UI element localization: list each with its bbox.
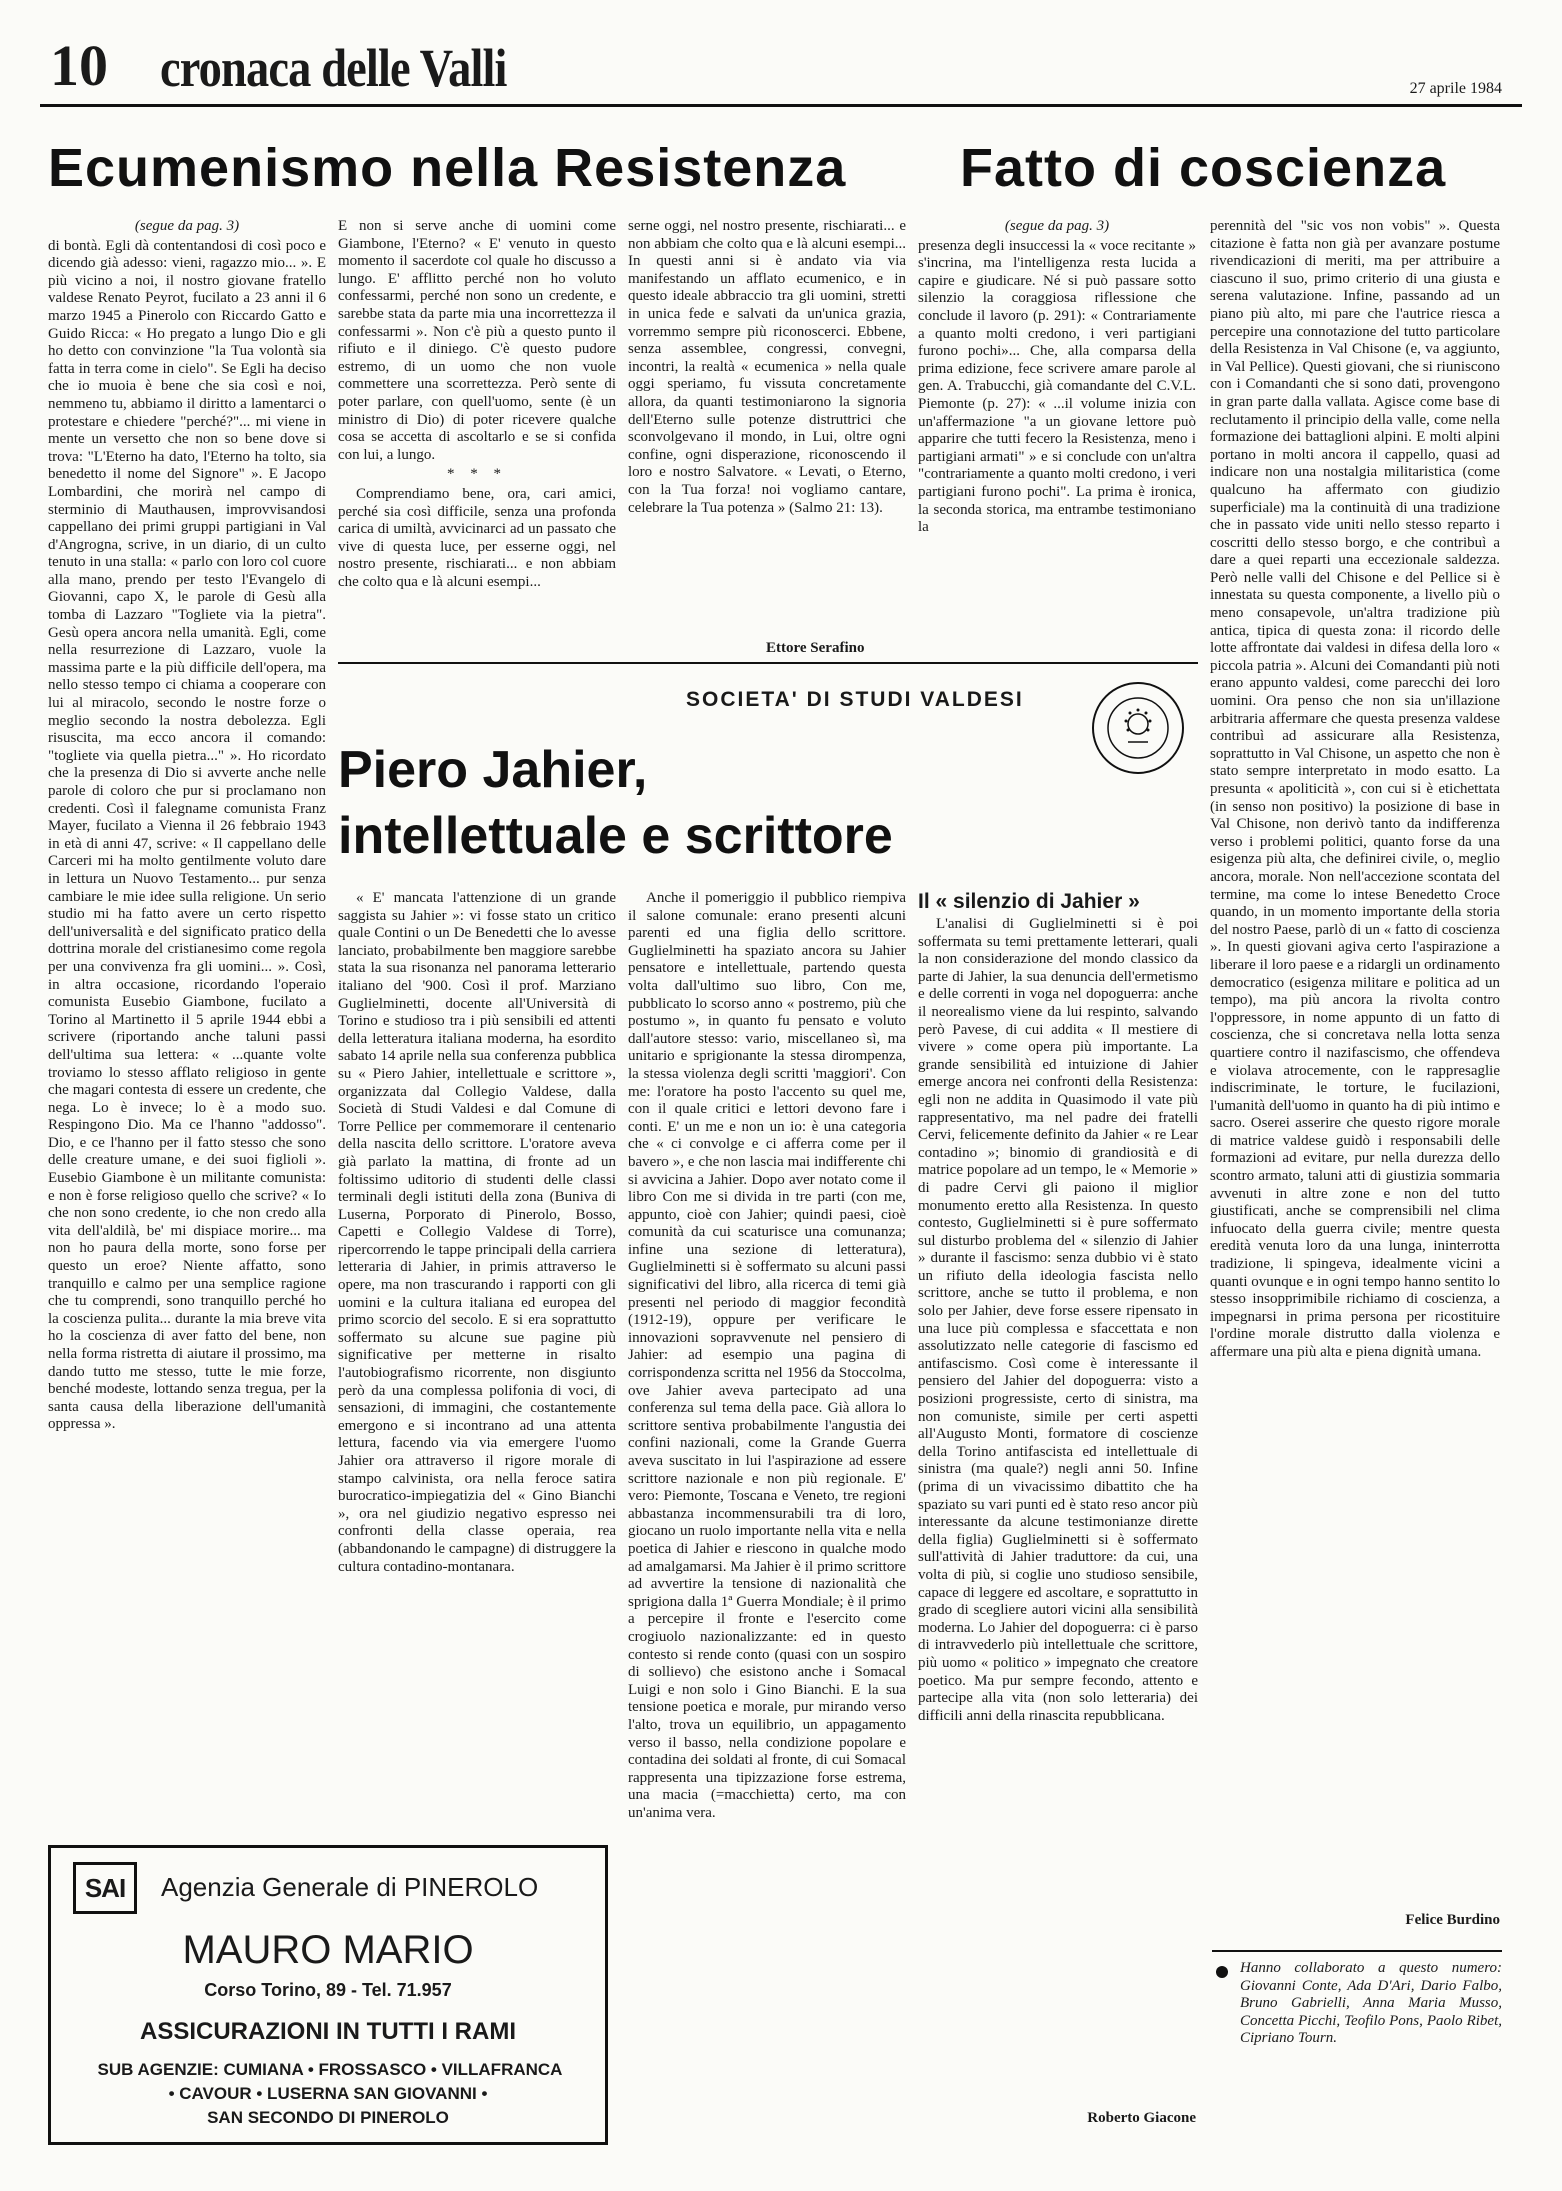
coscienza-text-1: presenza degli insuccessi la « voce recitante » s'incrina, ma l'intelligenza resta lucida a capire e giudicare. Né si può passare sotto silenzio la coraggiosa riflessione che conclude il lavoro (p. 291): « Contrariamente a quanto molti credono, i veri partigiani furono pochi»... Che, alla comparsa della prima edizione, fece scrivere amare parole al gen. A. Trabucchi, già comandante del C.V.L. Piemonte (p. 27): « ...il volume inizia con un'affermazione "a un giovane lettore può apparire che tutti fecero la Resistenza, meno i partigiani armati" » e si conclude con un'altra "contrariamente a quanto molti credono, i veri partigiani furono pochi". La prima è ironica, la seconda storica, ma entrambe testimoniano la (918, 237, 1196, 536)
collaborators-text: Hanno collaborato a questo numero: Giovanni Conte, Ada D'Ari, Dario Falbo, Bruno Gabrielli, Anna Maria Musso, Concetta Picchi, Teofilo Pons, Paolo Ribet, Cipriano Tourn. (1240, 1960, 1502, 2047)
coscienza-headline: Fatto di coscienza (960, 138, 1447, 198)
page-number: 10 (50, 33, 108, 98)
ecumenismo-text-2b: Comprendiamo bene, ora, cari amici, perché sia così difficile, senza una profonda carica di umiltà, avvicinarci ad un passato che vive di questa luce, per esserne oggi, nel nostro presente, rischiarati... e non abbiam che colto qua e là alcuni esempi... (338, 485, 616, 590)
societa-seal-icon (1090, 680, 1186, 776)
ecumenismo-text-3: serne oggi, nel nostro presente, rischiarati... e non abbiam che colto qua e là alcuni esempi... In questi anni si è andato via via manifestando un afflato ecumenico, e in questo ideale abbraccio tra gli uomini, stretti in unica fede e salvati da un'unica grazia, vorremmo sempre più riconoscerci. Ebbene, senza assemblee, congressi, convegni, incontri, la realtà « ecumenica » nella quale oggi speriamo, fu vissuta concretamente allora, da quanti testimoniarono la signoria dell'Eterno sulle potenze distruttrici che sconvolgevano il mondo, in Lui, oltre ogni confine, ogni disperazione, riconoscendo il loro e nostro Salvatore. « Levati, o Eterno, con la Tua forza! noi vogliamo cantare, celebrare la Tua potenza » (Salmo 21: 13). (628, 218, 906, 516)
section-stars: * * * (447, 466, 507, 483)
collaborators-rule (1212, 1950, 1502, 1952)
agent-name: MAURO MARIO (182, 1928, 474, 1972)
collaborators-note (1240, 1960, 1502, 2130)
coscienza-column-1 (918, 218, 1196, 658)
jahier-column-3 (918, 890, 1198, 2140)
jahier-author: Roberto Giacone (1000, 2110, 1196, 2127)
coscienza-text-2: perennità del "sic vos non vobis" ». Questa citazione è fatta non già per avanzare postume rivendicazioni di meriti, ma per attribuire a ciascuno il suo, primo criterio di una giusta e serena valutazione. Infine, passando ad un piano più alto, mi pare che l'autrice riesca a percepire una connotazione del tutto particolare della Resistenza in Val Chisone (e, va aggiunto, in Val Pellice). Questi giovani, che si riuniscono con i Comandanti che si sono dati, provengono in gran parte dalla vallata. Agisce come base di reclutamento il principio della valle, come nella formazione dei battaglioni alpini. E molti alpini portano in molti ancora il cappello, quasi ad indicare non una nostalgia militaristica (come qualcuno ha affermato con giudizio superficiale) ma la continuità di una tradizione che in passato vide uniti nello stesso reparto i coscritti dello stesso borgo, e che contribuì a dare a quei reparti una eccezionale saldezza. Però nelle valli del Chisone e del Pellice si è innestata su questa componente, a livello più o meno consapevole, un'altra tradizione più antica, tipica di questa zona: il ricordo delle lotte affrontate dai valdesi in difesa della loro « piccola patria ». Alcuni dei Comandanti più noti erano appunto valdesi, come parecchi dei loro uomini. Ora penso che non sia un'illazione arbitraria affermare che questa presenza valdese contribuì ad assicurare alla Resistenza, soprattutto in Val Chisone, un aspetto che non è stato sempre interpretato in modo esatto. La presunta « apoliticità », con cui si è etichettata (in senso non positivo) la posizione di base in Val Chisone, non derivò tanto da indifferenza verso i problemi politici, quanto forse da una esigenza più alta, che definirei civile, o, meglio ancora, morale. Non nell'accezione scontata del termine, ma come lo intese Benedetto Croce quando, in un momento importante della storia del nostro Paese, parlò di un « fatto di coscienza ». In questi giovani agiva certo l'aspirazione a liberare il loro paese e a ridargli un ordinamento democratico (esigenza militare e politica ad un tempo), ma più ancora la rivolta contro l'oppressore, in nome appunto di un fatto di coscienza, che si concretava nella lotta senza quartiere contro il nazifascismo, che offendeva e violava atrocemente, con le rappresaglie indiscriminate, le torture, le fucilazioni, l'umanità dell'uomo in quanto ha di più intimo e sacro. Oserei asserire che questo rigore morale di matrice valdese guidò i responsabili delle formazioni ad evitare, pur nella durezza dello scontro armato, taluni atti di giustizia sommaria avvenuti in altre zone e non del tutto giustificati, anche se comprensibili nel clima infuocato della guerra civile; mentre questa eredità venuta loro da una lunga, ininterrotta tradizione, li spingeva, idealmente vicini a quanti ovunque e in ogni tempo hanno sentito lo stesso insopprimibile richiamo di coscienza, a impegnarsi in prima persona per ricostituire l'ordine morale distrutto dalla violenza e affermare una più alta e piena dignità umana. (1210, 218, 1500, 1360)
ecumenismo-text-1: di bontà. Egli dà contentandosi di così poco e dicendo già adesso: vieni, ragazzo mio... ». E più vicino a noi, il nostro giovane fratello valdese Renato Peyrot, fucilato a 23 anni il 6 marzo 1945 a Pinerolo con Riccardo Gatto e Guido Ricca: « Ho pregato a lungo Dio e gli ho detto con convinzione "la Tua volontà sia fatta in terra come in cielo". Se Egli ha deciso che io muoia è bene che sia così e noi, nemmeno tu, abbiamo il diritto a lamentarci o protestare e chiedere "perché?"... mi viene in mente un versetto che non so bene dove si trova: "L'Eterno ha dato, l'Eterno ha tolto, sia benedetto il nome del Signore" ». E Jacopo Lombardini, che morirà nel campo di sterminio di Mauthausen, improvvisandosi cappellano dei primi gruppi partigiani in Val d'Angrogna, scrive, in un diario, di un culto tenuto in una stalla: « parlo con loro col cuore alla mano, prendo per testo l'Evangelo di Giovanni, capo X, le parole di Gesù alla tomba di Lazzaro "Togliete via la pietra". Gesù opera ancora nella umanità. Egli, come nella resurrezione di Lazzaro, vuole la massima parte e la più difficile dell'opera, ma nello stesso tempo ci chiama a cooperare con lui al miracolo, secondo le nostre forze o meglio secondo la nostra debolezza. Egli risuscita, ma ecco ancora il comando: "togliete via quella pietra..." ». Ho ricordato che la presenza di Dio si avverte anche nelle parole di coloro che pur si proclamano non credenti. Così il falegname comunista Franz Mayer, fucilato a Vienna il 26 febbraio 1943 in età di anni 47, scrive: « Il cappellano delle Carceri mi ha molto gentilmente voluto dare in lettura un Nuovo Testamento... pur senza cambiare le mie idee sulla religione. Un serio studio mi ha fatto avere un certo rispetto dell'universalità e del significato pratico della dottrina morale del cristianesimo come regola per una convivenza fra gli uomini... ». Così, in altra occasione, ricordando l'operaio comunista Eusebio Giambone, fucilato a Torino al Martinetto il 5 aprile 1944 ebbi a scrivere (riportando anche taluni passi dell'ultima sua lettera: « ...quante volte troviamo lo stesso afflato religioso in gente che magari contesta di essere un credente, che nega. Lo è invece; lo è a modo suo. Respingono Dio. Ma ce l'hanno "addosso". Dio, e ce l'hanno per il fatto stesso che sono delle creature umane, e dei suoi figlioli ». Eusebio Giambone è un militante comunista: e non è forse religioso quello che scrive? « Io che non sono credente, io che non credo alla vita dell'aldilà, be' mi dispiace morire... ma non ho paura della morte, sono forse per questo un eroe? Niente affatto, sono tranquillo e calmo per una semplice ragione che tu comprendi, sono tranquillo perché ho la coscienza pulita... durante la mia breve vita ho la coscienza di aver fatto del bene, non nella forma ristretta di aiutare il prossimo, ma dando tutto me stesso, tutte le mie forze, benché modeste, lottando senza tregua, per la santa causa della liberazione dell'umanità oppressa ». (48, 237, 326, 1433)
sub-agencies-3: SAN SECONDO DI PINEROLO (207, 2108, 449, 2127)
masthead-rule (40, 104, 1522, 107)
masthead (40, 34, 1522, 104)
ecumenismo-column-1 (48, 218, 326, 1838)
jahier-headline-line-1: Piero Jahier, (338, 741, 648, 799)
coscienza-column-2 (1210, 218, 1500, 1918)
jahier-column-1 (338, 890, 616, 1830)
coscienza-author: Felice Burdino (1300, 1912, 1500, 1929)
jahier-column-2 (628, 890, 906, 2150)
ecumenismo-column-3 (628, 218, 906, 658)
jahier-text-3: L'analisi di Guglielminetti si è poi soffermata su temi prettamente letterari, quali la non considerazione del mondo classico da parte di Jahier, la sua denuncia dell'ermetismo e delle correnti in voga nel dopoguerra: anche il neorealismo viene da lui respinto, salvando però Pavese, di cui addita « Il mestiere di vivere » come opera più importante. La grande sensibilità ed intuizione di Jahier emerge ancora nei confronti della Resistenza: egli non ne addita in Quasimodo il vate più rappresentativo, ma nel padre dei fratelli Cervi, felicemente definito da Jahier « re Lear contadino »; binomio di grandiosità e di matrice popolare ad un tempo, le « Memorie » di padre Cervi gli paiono il miglior monumento eretto alla Resistenza. In questo contesto, Guglielminetti si è pure soffermato sul disturbo problema del « silenzio di Jahier » durante il fascismo: senza dubbio vi è stato un rifiuto della ideologia fascista nello scrittore, anche se tutto il problema, e non solo per Jahier, deve forse essere ripensato in una luce più complessa e sfaccettata e non assolutizzato nelle categorie di fascismo ed antifascismo. Così come è interessante il pensiero del Jahier del dopoguerra: visto a posizioni progressiste, certo di sinistra, ma non comuniste, simile per certi aspetti all'Augusto Monti, formatore di coscienze della Torino antifascista ed intellettuale di sinistra (ma quale?) negli anni 50. Infine (prima di un vivacissimo dibattito che ha spaziato su vari punti ed è stato reso ancor più interessante da alcune testimonianze dirette della figlia) Guglielminetti si è soffermato sull'attività di Jahier traduttore: da cui, una volta di più, si coglie uno studioso sensibile, capace di leggere ed ascoltare, e soprattutto in grado di scegliere autori vicini alla sensibilità moderna. Lo Jahier del dopoguerra: ci è parso di intravvederlo più intellettuale che scrittore, più uomo « politico » impegnato che creatore poetico. Ma pur sempre fecondo, attento e partecipe alla vita (non solo letteraria) dei difficili anni della rinascita repubblicana. (918, 916, 1198, 1724)
ecumenismo-column-2 (338, 218, 616, 658)
section-title: cronaca delle Valli (160, 38, 507, 98)
agency-line: Agenzia Generale di PINEROLO (161, 1872, 539, 1902)
insurance-advertisement (48, 1845, 608, 2145)
ecumenismo-text-2: E non si serve anche di uomini come Giambone, l'Eterno? « E' venuto in questo momento il sacerdote col quale ho discusso a lungo. E' afflitto perché non ho voluto confessarmi, perché non sono un credente, e sarebbe stata da parte mia una incorrettezza il confessarmi ». Non c'è più a questo punto il rifiuto e il diniego. C'è questo pudore estremo, di un uomo che non vuole commettere una scorrettezza. Però sente di poter parlare, con quell'uomo, sente (è un ministro di Dio) di poter ricevere qualche cosa se accetta di ascoltarlo e se si confida con lui, a lungo. (338, 218, 616, 463)
section-divider (338, 662, 1198, 664)
segue-label: (segue da pag. 3) (1004, 218, 1110, 234)
sub-agencies-2: • CAVOUR • LUSERNA SAN GIOVANNI • (168, 2084, 488, 2103)
seal-text (1090, 680, 1091, 681)
societa-label: SOCIETA' DI STUDI VALDESI (686, 688, 1024, 711)
sai-logo: SAI (73, 1862, 137, 1914)
jahier-text-1: « E' mancata l'attenzione di un grande saggista su Jahier »: vi fosse stato un critico quale Contini o un De Benedetti che lo avesse lanciato, probabilmente ben maggiore sarebbe stata la sua risonanza nel panorama letterario italiano del '900. Così il prof. Marziano Guglielminetti, docente all'Università di Torino e studioso tra i più sensibili ed attenti della letteratura italiana moderna, ha esordito sabato 14 aprile nella sua conferenza pubblica su « Piero Jahier, intellettuale e scrittore », organizzata dal Collegio Valdese, dalla Società di Studi Valdesi e dal Comune di Torre Pellice per commemorare il centenario della nascita dello scrittore. L'oratore aveva già parlato la mattina, di fronte ad un foltissimo uditorio di studenti delle classi terminali degli istituti della zona (Buniva di Luserna, Porporato di Pinerolo, Bosso, Capetti e Collegio Valdese di Torre), ripercorrendo le tappe principali della carriera letteraria di Jahier, in primis attraverso le opere, ma non trascurando i rapporti con gli uomini e la cultura italiana ed europea del primo scorcio del secolo. E si era soprattutto soffermato su alcune sue pagine più significative per metterne in risalto l'autobiografismo ricorrente, non disgiunto però da una complessa polifonia di voci, di sensazioni, di immagini, che costantemente emergono e si incontrano ad una attenta lettura, facendo via via emergere l'uomo Jahier ora attraverso il rigore morale di stampo calvinista, ora nella feroce satira burocratico-impiegatizia del « Gino Bianchi », ora nel giudizio negativo espresso nei confronti della classe operaia, rea (abbandonando le campagne) di distruggere la cultura contadino-montanara. (338, 890, 616, 1575)
jahier-subheading: Il « silenzio di Jahier » (918, 890, 1140, 913)
jahier-text-2: Anche il pomeriggio il pubblico riempiva il salone comunale: erano presenti alcuni parenti ed una figlia dello scrittore. Guglielminetti ha spaziato ancora su Jahier pensatore e intellettuale, partendo questa volta dall'ultimo suo libro, Con me, pubblicato lo scorso anno « postremo, più che postumo », in quanto fu pensato e voluto dall'autore stesso: vario, miscellaneo sì, ma unitario e sprigionante la stessa dirompenza, la stessa violenza degli scritti 'maggiori'. Con me: l'oratore ha posto l'accento su quel me, con il quale critici e lettori devono fare i conti. E' un me e non un io: è una categoria che « ci convolge e ci afferra come per il bavero », e che non lascia mai indifferente chi si avvicina a Jahier. Dopo aver notato come il libro Con me si divida in tre parti (con me, appunto, cioè con Jahier; quindi paesi, cioè comunità da cui scaturisce una comunanza; infine una sezione di letteratura), Guglielminetti si è soffermato su alcuni passi significativi del libro, alla ricerca di temi già presenti nel periodo di maggior fecondità (1912-19), oppure per verificare le innovazioni sopravvenute nel pensiero di Jahier: ad esempio una pagina di corrispondenza scritta nel 1956 da Stoccolma, ove Jahier aveva partecipato ad una conferenza sul tema della pace. Già allora lo scrittore sentiva probabilmente l'angustia dei confini nazionali, come la Grande Guerra aveva suscitato in lui l'aspirazione ad essere scrittore nazionale e non più regionale. E' vero: Piemonte, Toscana e Veneto, tre regioni abbastanza incommensurabili tra di loro, giocano un ruolo importante nella vita e nella poetica di Jahier e riescono in qualche modo ad amalgamarsi. Ma Jahier è il primo scrittore ad avvertire la tensione di nazionalità che sprigiona dalla 1ª Guerra Mondiale; è il primo a percepire il fronte e l'esercito come crogiuolo nazionalizzante: ed in questo contesto si rende conto (quasi con un sospiro di sollievo) che esistono anche i Somacal Luigi e non solo i Gino Bianchi. E la sua tensione poetica e morale, pur mirando verso l'alto, trova un equilibrio, un appagamento verso il basso, nella condizione popolare e contadina dei soldati al fronte, di cui Somacal rappresenta una tipizzazione forse estrema, una macia (=macchietta) certo, ma con un'anima vera. (628, 890, 906, 1821)
ad-slogan: ASSICURAZIONI IN TUTTI I RAMI (140, 2018, 516, 2045)
issue-date: 27 aprile 1984 (1409, 80, 1502, 97)
sub-agencies-1: SUB AGENZIE: CUMIANA • FROSSASCO • VILLAFRANCA (97, 2060, 563, 2079)
jahier-headline-line-2: intellettuale e scrittore (338, 807, 893, 865)
ecumenismo-author: Ettore Serafino (760, 640, 864, 657)
segue-label: (segue da pag. 3) (134, 218, 240, 234)
collaborators-bullet-icon (1216, 1966, 1228, 1978)
agency-address: Corso Torino, 89 - Tel. 71.957 (204, 1980, 452, 2000)
ecumenismo-headline: Ecumenismo nella Resistenza (48, 138, 847, 198)
